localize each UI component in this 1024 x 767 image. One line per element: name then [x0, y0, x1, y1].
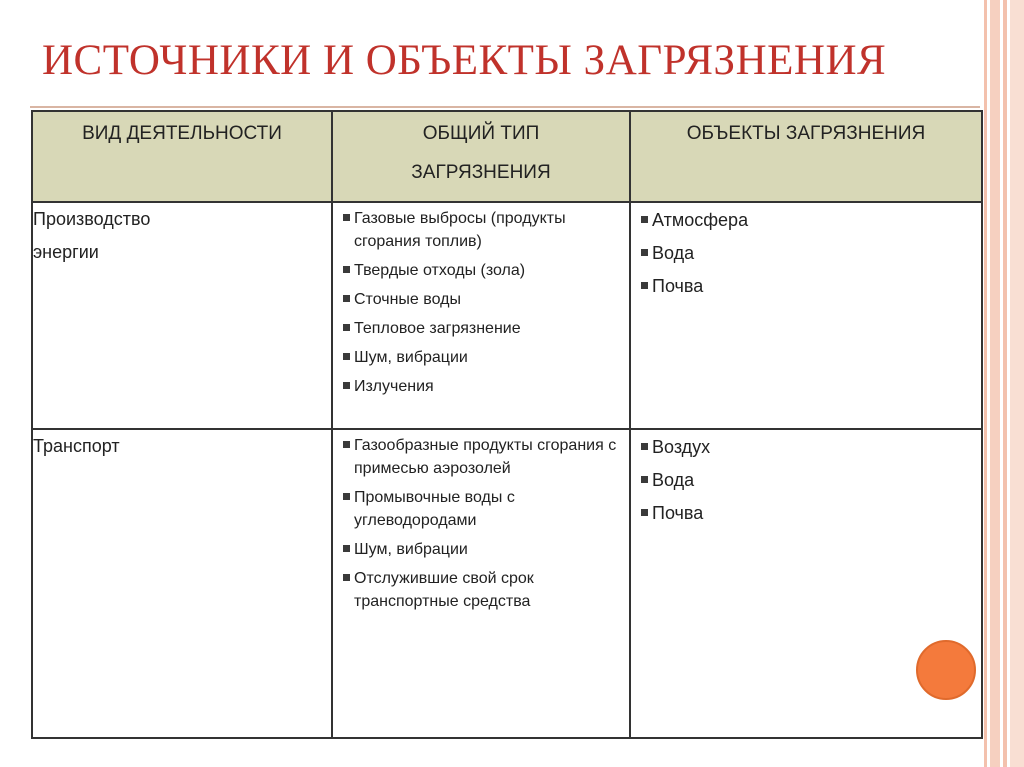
- list-item: [343, 486, 621, 532]
- objects-cell: [630, 202, 982, 429]
- square-bullet-icon: [343, 493, 350, 500]
- square-bullet-icon: [343, 545, 350, 552]
- decorative-stripe: [984, 0, 987, 767]
- decorative-stripe: [1010, 0, 1024, 767]
- table-row: [32, 202, 982, 429]
- list-item: [641, 434, 973, 461]
- list-item-text: Излучения: [354, 378, 434, 395]
- list-item: [641, 273, 973, 300]
- activity-cell: [32, 429, 332, 738]
- pollution-type-cell: [332, 202, 630, 429]
- list-item-text: Твердые отходы (зола): [354, 262, 526, 279]
- slide-title: ИСТОЧНИКИ И ОБЪЕКТЫ ЗАГРЯЗНЕНИЯ: [42, 37, 887, 84]
- list-item: [641, 467, 973, 494]
- list-item: [641, 240, 973, 267]
- square-bullet-icon: [343, 353, 350, 360]
- square-bullet-icon: [343, 382, 350, 389]
- decorative-stripe: [1003, 0, 1007, 767]
- activity-text: Транспорт: [33, 436, 120, 456]
- square-bullet-icon: [343, 266, 350, 273]
- pollution-type-list: [333, 430, 629, 613]
- table-header-row: [32, 111, 982, 202]
- list-item-text: Воздух: [652, 437, 711, 457]
- square-bullet-icon: [343, 324, 350, 331]
- square-bullet-icon: [343, 295, 350, 302]
- list-item-text: Промывочные воды с углеводородами: [354, 489, 515, 529]
- header-type-line2: ЗАГРЯЗНЕНИЯ: [411, 162, 551, 183]
- header-activity-label: ВИД ДЕЯТЕЛЬНОСТИ: [82, 123, 282, 144]
- header-type-line1: ОБЩИЙ ТИП: [422, 123, 540, 144]
- list-item: [343, 434, 621, 480]
- list-item-text: Газовые выбросы (продукты сгорания топлив): [354, 210, 566, 250]
- square-bullet-icon: [641, 443, 648, 450]
- list-item: [343, 538, 621, 561]
- list-item-text: Почва: [652, 503, 704, 523]
- square-bullet-icon: [641, 282, 648, 289]
- list-item: [343, 288, 621, 311]
- list-item: [641, 207, 973, 234]
- list-item-text: Шум, вибрации: [354, 349, 468, 366]
- list-item: [343, 567, 621, 613]
- decorative-circle-icon: [916, 640, 976, 700]
- title-divider: [30, 106, 980, 108]
- square-bullet-icon: [343, 441, 350, 448]
- list-item: [343, 259, 621, 282]
- header-activity: [32, 111, 332, 202]
- objects-list: [631, 203, 981, 300]
- activity-cell: [32, 202, 332, 429]
- list-item: [343, 346, 621, 369]
- list-item: [343, 317, 621, 340]
- objects-list: [631, 430, 981, 527]
- list-item-text: Вода: [652, 243, 695, 263]
- list-item: [343, 375, 621, 398]
- list-item-text: Атмосфера: [652, 210, 749, 230]
- table-row: [32, 429, 982, 738]
- header-pollution-type: [332, 111, 630, 202]
- list-item-text: Тепловое загрязнение: [354, 320, 521, 337]
- square-bullet-icon: [641, 216, 648, 223]
- decorative-stripe: [990, 0, 1000, 767]
- pollution-type-list: [333, 203, 629, 398]
- list-item-text: Почва: [652, 276, 704, 296]
- square-bullet-icon: [343, 574, 350, 581]
- activity-text: энергии: [33, 242, 99, 262]
- list-item-text: Газообразные продукты сгорания с примесью аэрозолей: [354, 437, 617, 477]
- square-bullet-icon: [641, 249, 648, 256]
- list-item-text: Сточные воды: [354, 291, 461, 308]
- square-bullet-icon: [343, 214, 350, 221]
- header-objects-label: ОБЪЕКТЫ ЗАГРЯЗНЕНИЯ: [686, 123, 926, 144]
- list-item-text: Вода: [652, 470, 695, 490]
- header-objects: [630, 111, 982, 202]
- pollution-type-cell: [332, 429, 630, 738]
- square-bullet-icon: [641, 476, 648, 483]
- square-bullet-icon: [641, 509, 648, 516]
- pollution-table: [31, 110, 983, 739]
- activity-text: Производство: [33, 209, 151, 229]
- list-item-text: Шум, вибрации: [354, 541, 468, 558]
- list-item-text: Отслужившие свой срок транспортные средства: [354, 570, 534, 610]
- list-item: [343, 207, 621, 253]
- list-item: [641, 500, 973, 527]
